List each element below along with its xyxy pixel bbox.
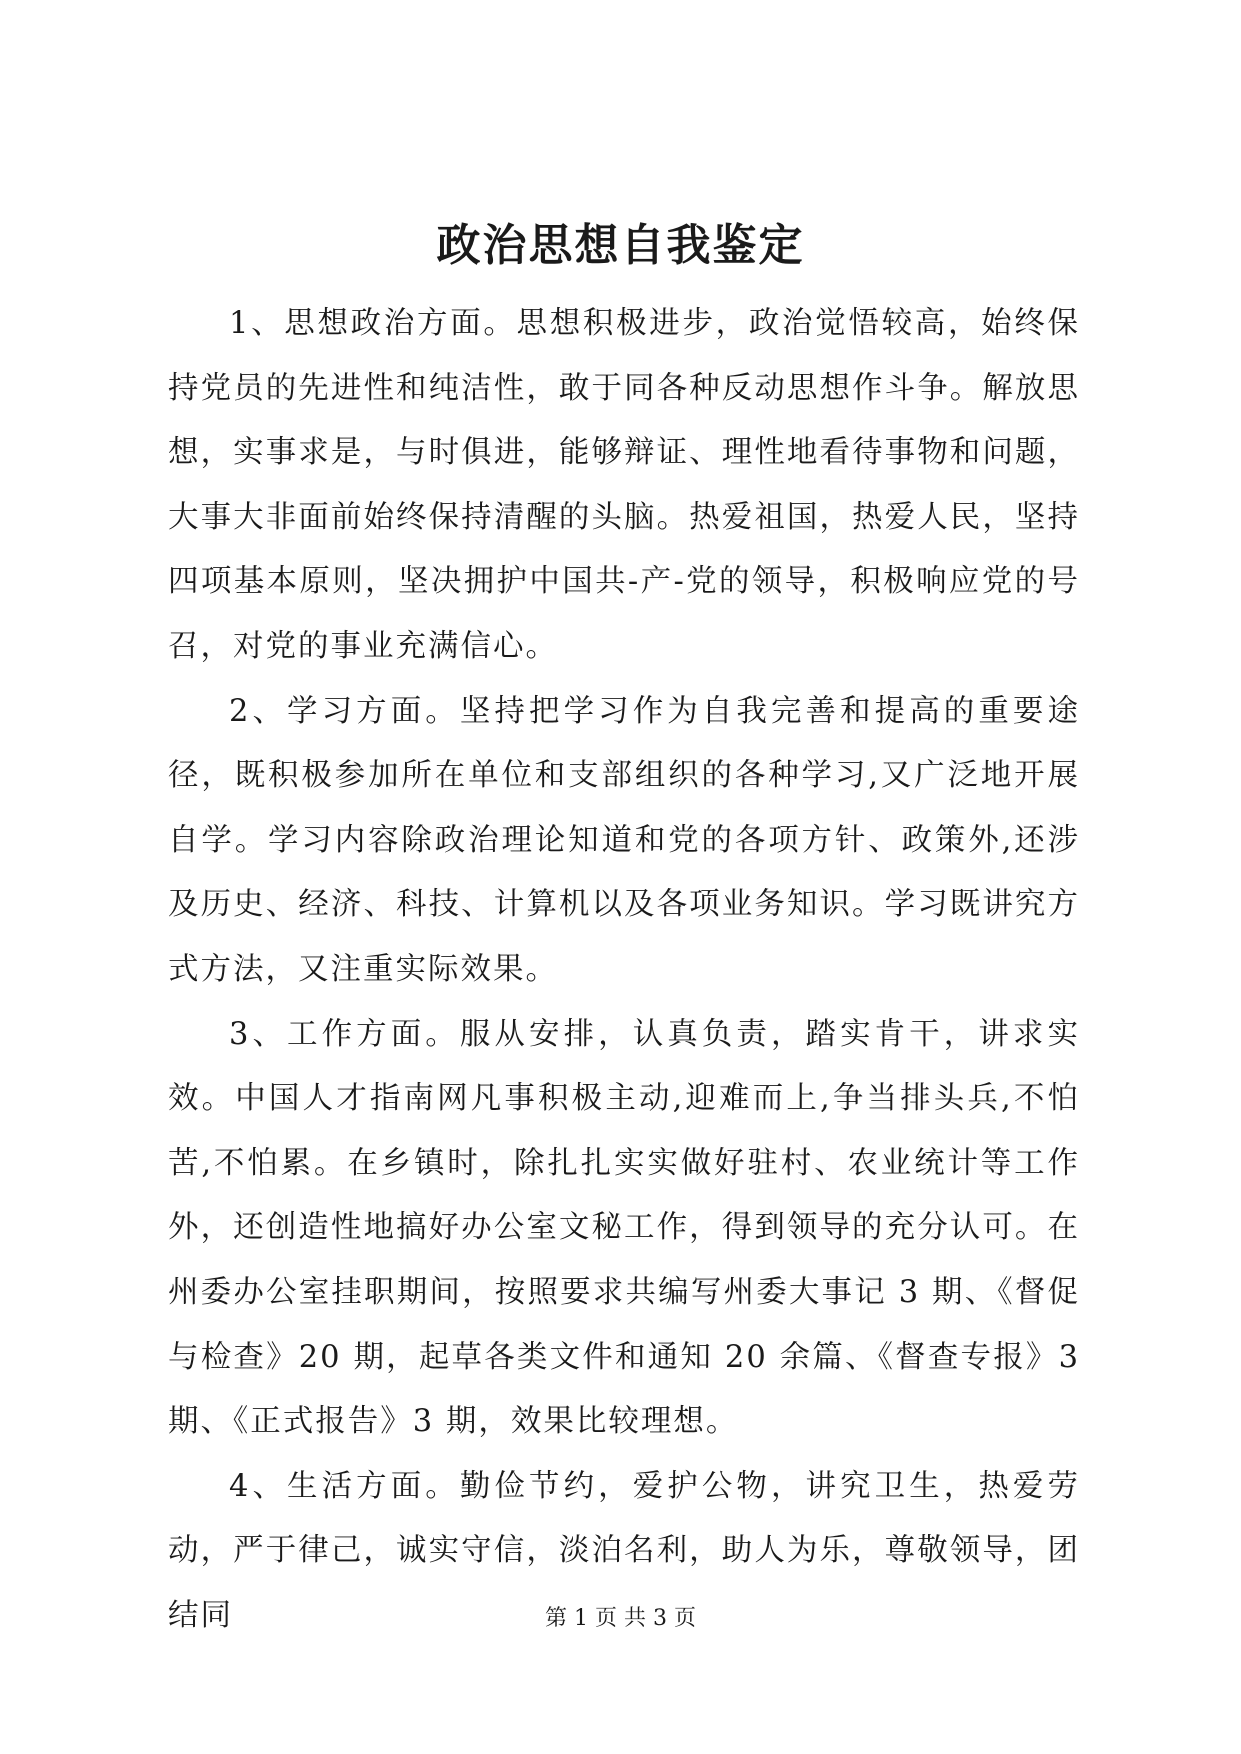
document-title: 政治思想自我鉴定 [436, 220, 805, 271]
paragraph-thought-politics: 1、思想政治方面。思想积极进步，政治觉悟较高，始终保持党员的先进性和纯洁性，敢于同各种反动思想作斗争。解放思想，实事求是，与时俱进，能够辩证、理性地看待事物和问题，大事大非面前始终保持清醒的头脑。热爱祖国，热爱人民，坚持四项基本原则，坚决拥护中国共-产-党的领导，积极响应党的号召，对党的事业充满信心。 [168, 306, 1080, 664]
document-body [168, 292, 1080, 1648]
paragraph-work: 3、工作方面。服从安排，认真负责，踏实肯干，讲求实效。中国人才指南网凡事积极主动,迎难而上,争当排头兵,不怕苦,不怕累。在乡镇时，除扎扎实实做好驻村、农业统计等工作外，还创造性地搞好办公室文秘工作，得到领导的充分认可。在州委办公室挂职期间，按照要求共编写州委大事记 3 期、《督促与检查》20 期，起草各类文件和通知 20 余篇、《督查专报》3 期、《正式报告》3 期，效果比较理想。 [168, 1016, 1080, 1440]
paragraph-study: 2、学习方面。坚持把学习作为自我完善和提高的重要途径，既积极参加所在单位和支部组织的各种学习,又广泛地开展自学。学习内容除政治理论知道和党的各项方针、政策外,还涉及历史、经济、科技、计算机以及各项业务知识。学习既讲究方式方法，又注重实际效果。 [168, 693, 1080, 987]
paragraph-life: 4、生活方面。勤俭节约，爱护公物，讲究卫生，热爱劳动，严于律己，诚实守信，淡泊名利，助人为乐，尊敬领导，团结同 [168, 1468, 1080, 1633]
page-number-footer: 第 1 页 共 3 页 [545, 1606, 696, 1631]
